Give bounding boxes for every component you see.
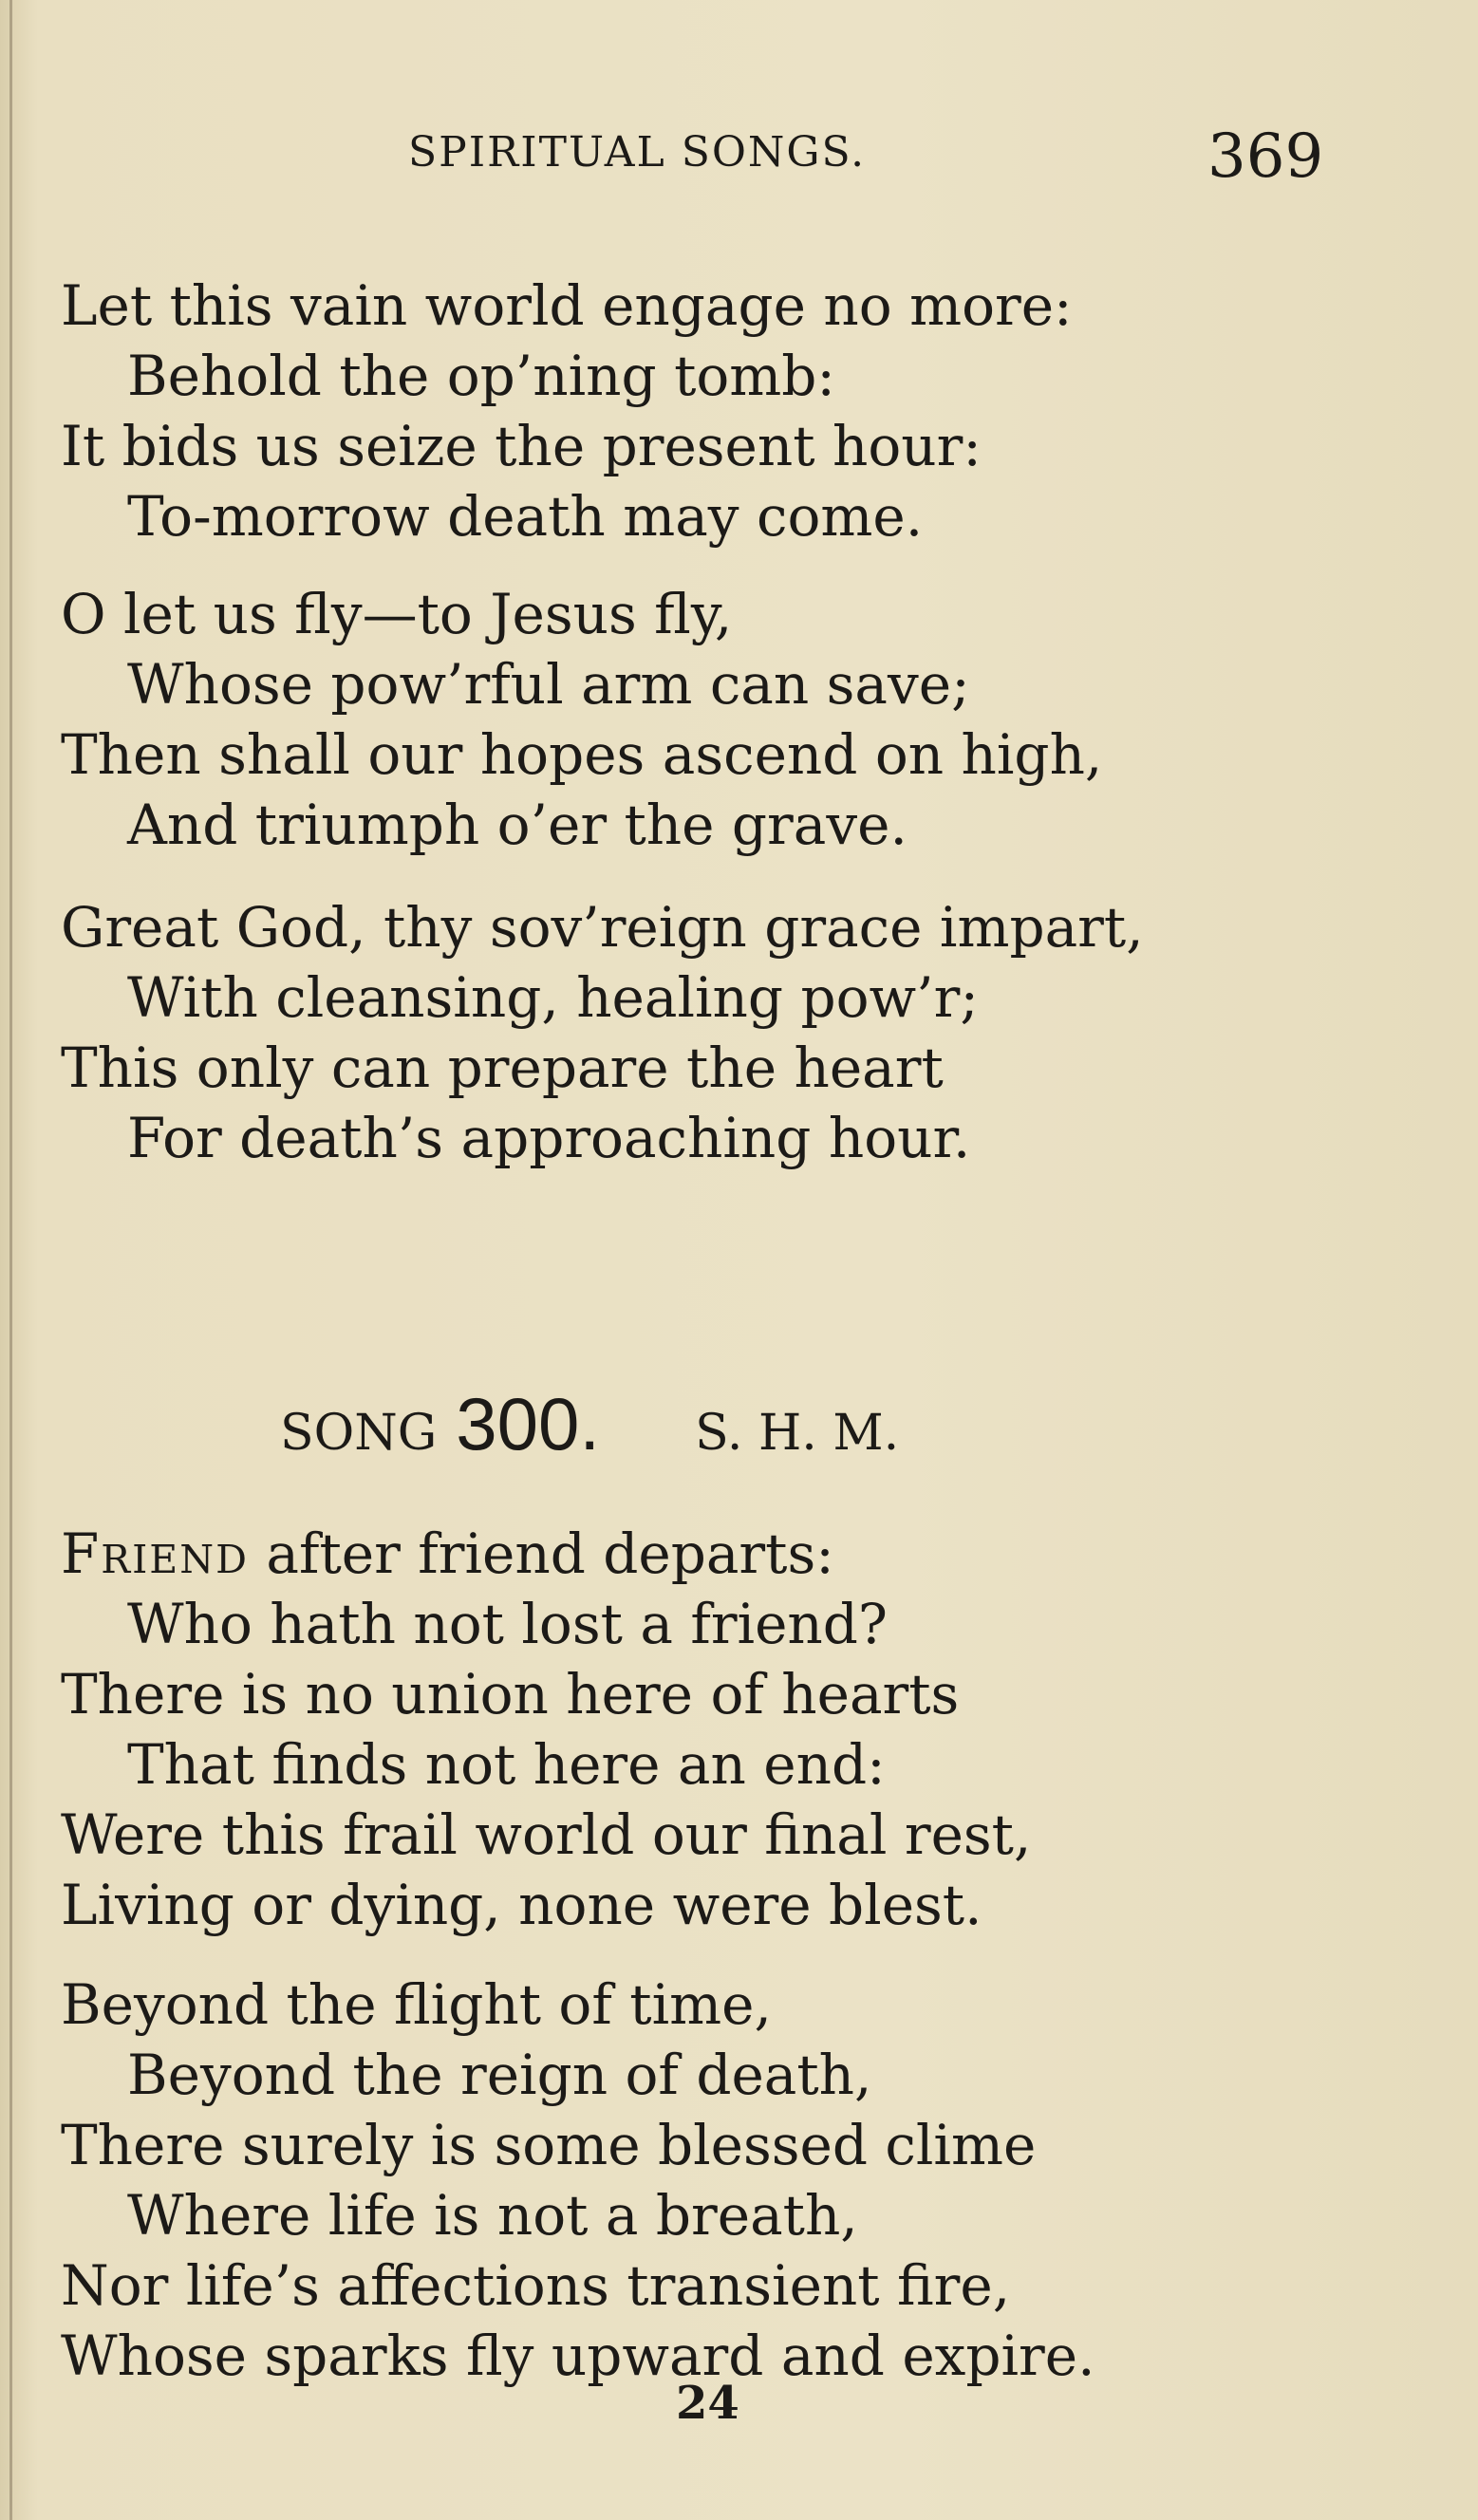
verse-line: To-morrow death may come.: [127, 484, 924, 549]
verse-line: Beyond the flight of time,: [61, 1972, 772, 2037]
running-head: SPIRITUAL SONGS.: [408, 128, 867, 177]
stanza-2: [61, 579, 1102, 860]
verse-line: Were this frail world our final rest,: [61, 1802, 1032, 1867]
verse-line: Behold the op’ning tomb:: [127, 344, 835, 408]
verse-line: Whose sparks fly upward and expire.: [61, 2324, 1095, 2388]
verse-line: Let this vain world engage no more:: [61, 273, 1073, 338]
verse-line: That finds not here an end:: [127, 1732, 886, 1797]
song-heading: [280, 1381, 899, 1467]
verse-line: It bids us seize the present hour:: [61, 414, 982, 478]
song-300-stanza-2: [61, 1969, 1095, 2391]
song-label: SONG: [280, 1405, 438, 1462]
verse-line: Living or dying, none were blest.: [61, 1873, 982, 1937]
stanza-1: [61, 271, 1073, 551]
verse-line: There surely is some blessed clime: [61, 2113, 1037, 2177]
verse-line: For death’s approaching hour.: [127, 1106, 971, 1170]
verse-line: O let us fly—to Jesus fly,: [61, 582, 733, 646]
verse-line: There is no union here of hearts: [61, 1662, 960, 1727]
song-number: 300.: [456, 1382, 601, 1465]
verse-line: With cleansing, healing pow’r;: [127, 965, 979, 1030]
verse-line: Great God, thy sov’reign grace impart,: [61, 895, 1144, 960]
signature-mark: 24: [676, 2377, 739, 2430]
page-binding-edge: [9, 0, 12, 2520]
verse-line: Where life is not a breath,: [127, 2183, 858, 2248]
stanza-3: [61, 892, 1144, 1173]
song-meter: S. H. M.: [695, 1405, 900, 1462]
verse-line: This only can prepare the heart: [61, 1036, 944, 1100]
first-word: Friend: [61, 1521, 249, 1586]
verse-line: Nor life’s affections transient fire,: [61, 2253, 1011, 2318]
verse-line: Whose pow’rful arm can save;: [127, 652, 970, 717]
verse-line: And triumph o’er the grave.: [127, 793, 907, 857]
first-line-rest: after friend departs:: [249, 1521, 834, 1586]
verse-line: Beyond the reign of death,: [127, 2043, 872, 2107]
verse-line: [61, 1519, 1031, 1589]
verse-line: Who hath not lost a friend?: [127, 1592, 889, 1656]
song-300-stanza-1: [61, 1519, 1031, 1940]
verse-line: Then shall our hopes ascend on high,: [61, 722, 1103, 787]
page-number: 369: [1207, 121, 1324, 192]
